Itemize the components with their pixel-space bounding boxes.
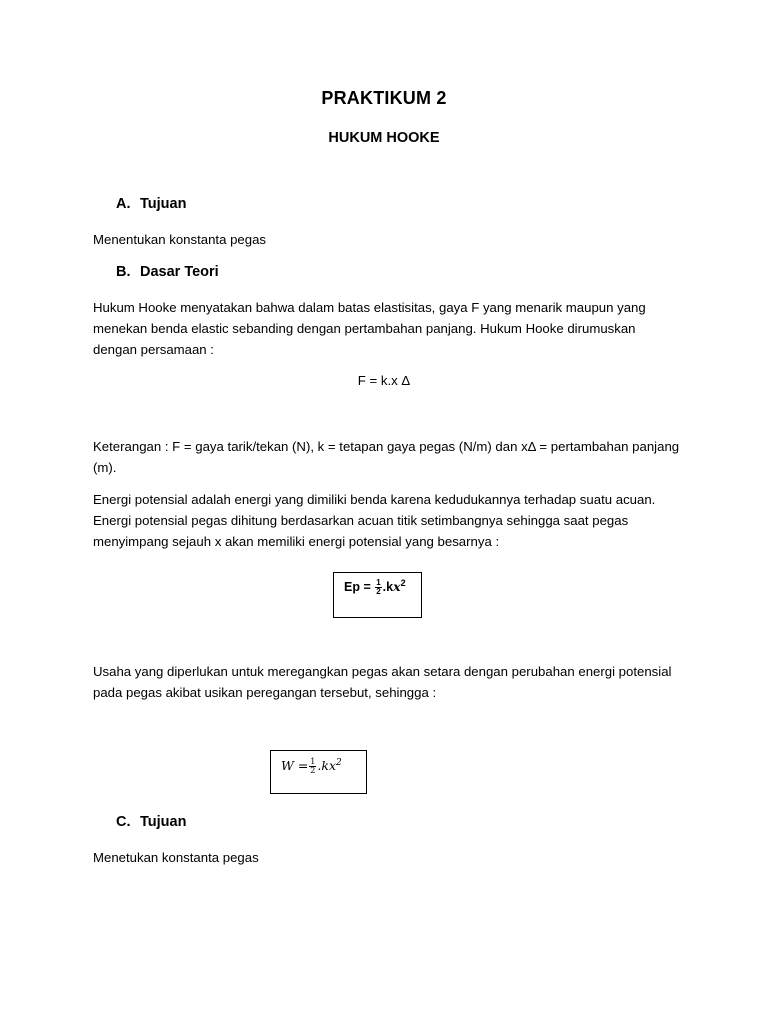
formula-hooke: F = k.x Δ: [357, 373, 411, 388]
keterangan-paragraph: Keterangan : F = gaya tarik/tekan (N), k = tetapan gaya pegas (N/m) dan xΔ = pertambahan panjang (m).: [93, 439, 680, 475]
ep-formula: [344, 578, 406, 596]
page-subtitle: HUKUM HOOKE: [328, 130, 440, 146]
w-exponent: 2: [336, 758, 342, 768]
w-prefix: W =: [281, 758, 309, 774]
dasar-teori-paragraph-2: Energi potensial adalah energi yang dimiliki benda karena kedudukannya terhadap suatu acuan. Energi potensial pegas dihitung berdasarkan acuan titik setimbangnya sehingga saat pegas menyimpang sejauh x akan memiliki energi potensial yang besarnya :: [93, 492, 656, 549]
ep-fraction: $\frac{1}{2}$: [376, 578, 381, 597]
section-a-title: Tujuan: [140, 196, 187, 212]
section-b-title: Dasar Teori: [140, 264, 219, 280]
section-a-heading: [116, 196, 186, 212]
dasar-teori-paragraph-1: Hukum Hooke menyatakan bahwa dalam batas elastisitas, gaya F yang menarik maupun yang menekan benda elastic sebanding dengan pertambahan panjang. Hukum Hooke dirumuskan dengan persamaan :: [93, 300, 646, 357]
ep-after: .k: [382, 580, 394, 595]
section-c-letter: C.: [116, 814, 131, 830]
w-after: .kx: [317, 758, 336, 774]
section-c-heading: [116, 814, 186, 830]
section-a-letter: A.: [116, 196, 131, 212]
ep-formula-box: [333, 572, 422, 618]
section-c-title: Tujuan: [140, 814, 187, 830]
ep-var: x: [393, 579, 401, 595]
w-fraction: $\frac{1}{2}$: [310, 757, 316, 776]
section-a-text: Menentukan konstanta pegas: [93, 232, 267, 247]
section-b-heading: [116, 264, 219, 280]
dasar-teori-paragraph-3: Usaha yang diperlukan untuk meregangkan pegas akan setara dengan perubahan energi potensial pada pegas akibat usikan peregangan tersebut, sehingga :: [93, 664, 672, 700]
section-b-letter: B.: [116, 264, 131, 280]
page-title: PRAKTIKUM 2: [321, 88, 447, 108]
ep-exponent: 2: [400, 578, 406, 588]
w-formula: [281, 758, 342, 775]
ep-prefix: Ep =: [344, 580, 375, 595]
section-c-text: Menetukan konstanta pegas: [93, 850, 259, 865]
w-formula-box: [270, 750, 367, 794]
